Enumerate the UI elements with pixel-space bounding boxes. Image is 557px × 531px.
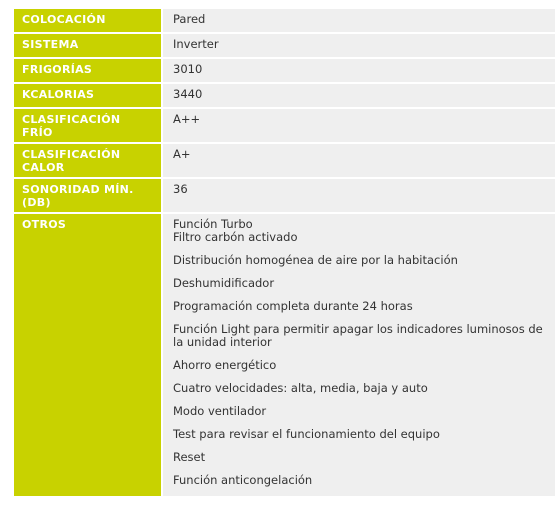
spec-row-clasificacion-calor [14,144,555,177]
spec-label: SISTEMA [14,34,161,57]
feature-item: Ahorro energético [173,358,277,372]
spec-value: Pared [161,9,555,32]
spec-row-clasificacion-frio [14,109,555,142]
feature-item: Modo ventilador [173,404,267,418]
spec-value: A++ [161,109,555,142]
spec-label: CLASIFICACIÓN FRÍO [14,109,161,142]
spec-label: CLASIFICACIÓN CALOR [14,144,161,177]
feature-item: Deshumidificador [173,276,275,290]
spec-row-colocacion [14,9,555,32]
feature-item: Programación completa durante 24 horas [173,299,413,313]
feature-item: Función anticongelación [173,473,313,487]
spec-label: FRIGORÍAS [14,59,161,82]
spec-value: 3440 [161,84,555,107]
spec-row-otros [14,214,555,496]
spec-row-kcalorias [14,84,555,107]
spec-label: COLOCACIÓN [14,9,161,32]
feature-item: Función Light para permitir apagar los indicadores luminosos de la unidad interior [173,322,543,349]
spec-row-frigorias [14,59,555,82]
feature-item: Función Turbo Filtro carbón activado [173,217,298,244]
spec-value: Inverter [161,34,555,57]
spec-value: 36 [161,179,555,212]
otros-features-list [173,218,545,487]
spec-label: KCALORIAS [14,84,161,107]
spec-label: SONORIDAD MÍN. (DB) [14,179,161,212]
feature-item: Test para revisar el funcionamiento del equipo [173,427,440,441]
feature-item: Distribución homogénea de aire por la habitación [173,253,458,267]
specifications-table [14,7,555,498]
spec-row-sonoridad [14,179,555,212]
spec-value: A+ [161,144,555,177]
spec-row-sistema [14,34,555,57]
spec-label: OTROS [14,214,161,496]
feature-item: Cuatro velocidades: alta, media, baja y auto [173,381,428,395]
spec-value: 3010 [161,59,555,82]
feature-item: Reset [173,450,206,464]
otros-value [161,214,555,496]
